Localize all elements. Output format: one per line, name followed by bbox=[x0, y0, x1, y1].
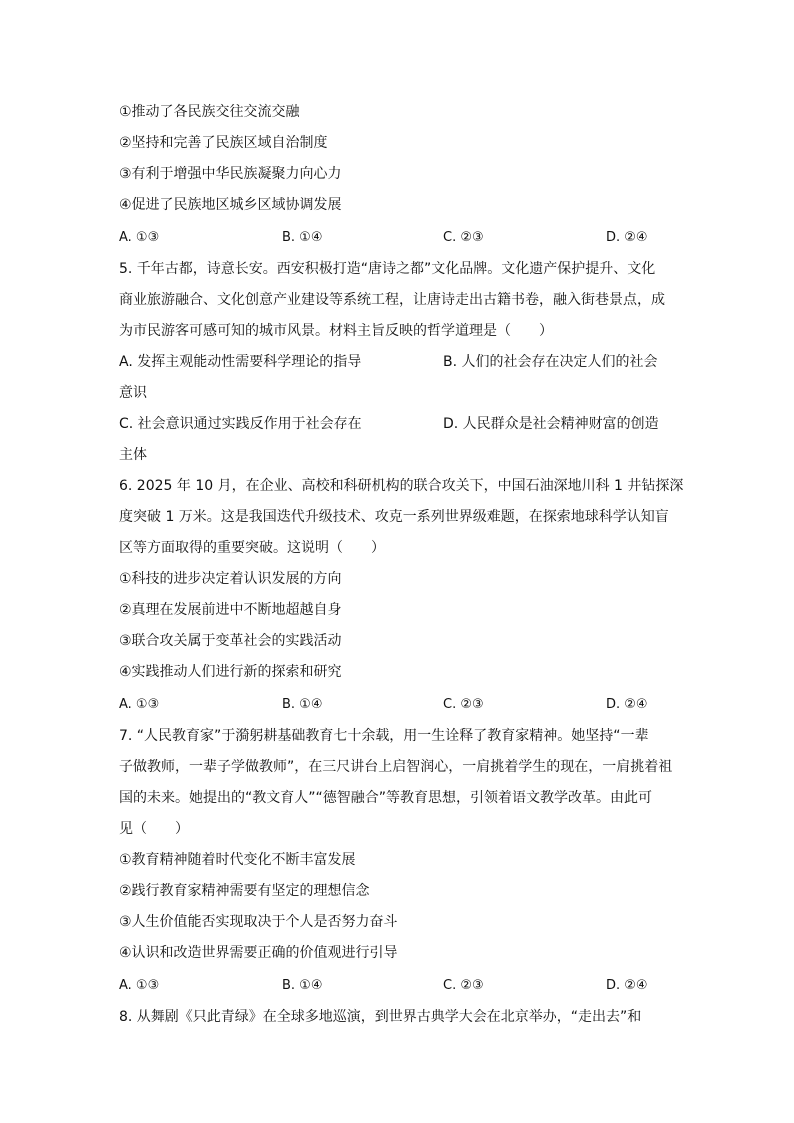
q7-stem-line-2: 子做教师，一辈子学做教师”，在三尺讲台上启智润心，一肩挑着学生的现在，一肩挑着祖 bbox=[119, 759, 673, 775]
q7-statement-1: ①教育精神随着时代变化不断丰富发展 bbox=[119, 852, 356, 868]
q6-options bbox=[119, 695, 659, 715]
q7-statement-4: ④认识和改造世界需要正确的价值观进行引导 bbox=[119, 945, 398, 961]
q4-options bbox=[119, 228, 659, 248]
q5-option-a: A. 发挥主观能动性需要科学理论的指导 bbox=[119, 354, 362, 370]
q7-stem-line-3: 国的未来。她提出的“教文育人”“德智融合”等教育思想，引领着语文教学改革。由此可 bbox=[119, 790, 653, 806]
q6-stem-line-2: 度突破 1 万米。这是我国迭代升级技术、攻克一系列世界级难题，在探索地球科学认知盲 bbox=[119, 509, 669, 525]
q7-option-d: D. ②④ bbox=[606, 978, 648, 993]
q7-options bbox=[119, 976, 659, 996]
q4-option-b: B. ①④ bbox=[282, 230, 323, 245]
q6-statement-1: ①科技的进步决定着认识发展的方向 bbox=[119, 571, 342, 587]
q5-option-c: C. 社会意识通过实践反作用于社会存在 bbox=[119, 416, 362, 432]
q4-option-c: C. ②③ bbox=[443, 230, 484, 245]
q5-stem-line-1: 5. 千年古都，诗意长安。西安积极打造“唐诗之都”文化品牌。文化遗产保护提升、文化 bbox=[119, 261, 656, 277]
q5-option-d: D. 人民群众是社会精神财富的创造 bbox=[443, 416, 659, 432]
q6-statement-2: ②真理在发展前进中不断地超越自身 bbox=[119, 602, 342, 618]
q8-stem-line-1: 8. 从舞剧《只此青绿》在全球多地巡演，到世界古典学大会在北京举办，“走出去”和 bbox=[119, 1009, 642, 1025]
q5-option-b-continuation: 意识 bbox=[119, 385, 147, 401]
q6-option-c: C. ②③ bbox=[443, 697, 484, 712]
q7-statement-3: ③人生价值能否实现取决于个人是否努力奋斗 bbox=[119, 914, 398, 930]
q4-option-a: A. ①③ bbox=[119, 230, 160, 245]
q6-stem-line-3: 区等方面取得的重要突破。这说明（ ） bbox=[119, 540, 385, 556]
q7-statement-2: ②践行教育家精神需要有坚定的理想信念 bbox=[119, 883, 370, 899]
q4-statement-1: ①推动了各民族交往交流交融 bbox=[119, 104, 300, 120]
q5-option-d-continuation: 主体 bbox=[119, 447, 147, 463]
q7-stem-line-1: 7. “人民教育家”于漪躬耕基础教育七十余载，用一生诠释了教育家精神。她坚持“一辈 bbox=[119, 728, 649, 744]
q7-option-c: C. ②③ bbox=[443, 978, 484, 993]
q5-stem-line-2: 商业旅游融合、文化创意产业建设等系统工程，让唐诗走出古籍书卷，融入街巷景点，成 bbox=[119, 292, 665, 308]
q7-option-a: A. ①③ bbox=[119, 978, 160, 993]
q6-statement-3: ③联合攻关属于变革社会的实践活动 bbox=[119, 633, 342, 649]
q4-statement-3: ③有利于增强中华民族凝聚力向心力 bbox=[119, 166, 342, 182]
q4-statement-4: ④促进了民族地区城乡区域协调发展 bbox=[119, 197, 342, 213]
q4-option-d: D. ②④ bbox=[606, 230, 648, 245]
q5-stem-line-3: 为市民游客可感可知的城市风景。材料主旨反映的哲学道理是（ ） bbox=[119, 323, 553, 339]
q6-statement-4: ④实践推动人们进行新的探索和研究 bbox=[119, 664, 342, 680]
q4-statement-2: ②坚持和完善了民族区域自治制度 bbox=[119, 135, 328, 151]
q7-stem-line-4: 见（ ） bbox=[119, 821, 189, 837]
q6-option-a: A. ①③ bbox=[119, 697, 160, 712]
q7-option-b: B. ①④ bbox=[282, 978, 323, 993]
q6-option-d: D. ②④ bbox=[606, 697, 648, 712]
q5-option-b: B. 人们的社会存在决定人们的社会 bbox=[443, 354, 658, 370]
q6-stem-line-1: 6. 2025 年 10 月，在企业、高校和科研机构的联合攻关下，中国石油深地川科 1 井钻探深 bbox=[119, 478, 684, 494]
q6-option-b: B. ①④ bbox=[282, 697, 323, 712]
